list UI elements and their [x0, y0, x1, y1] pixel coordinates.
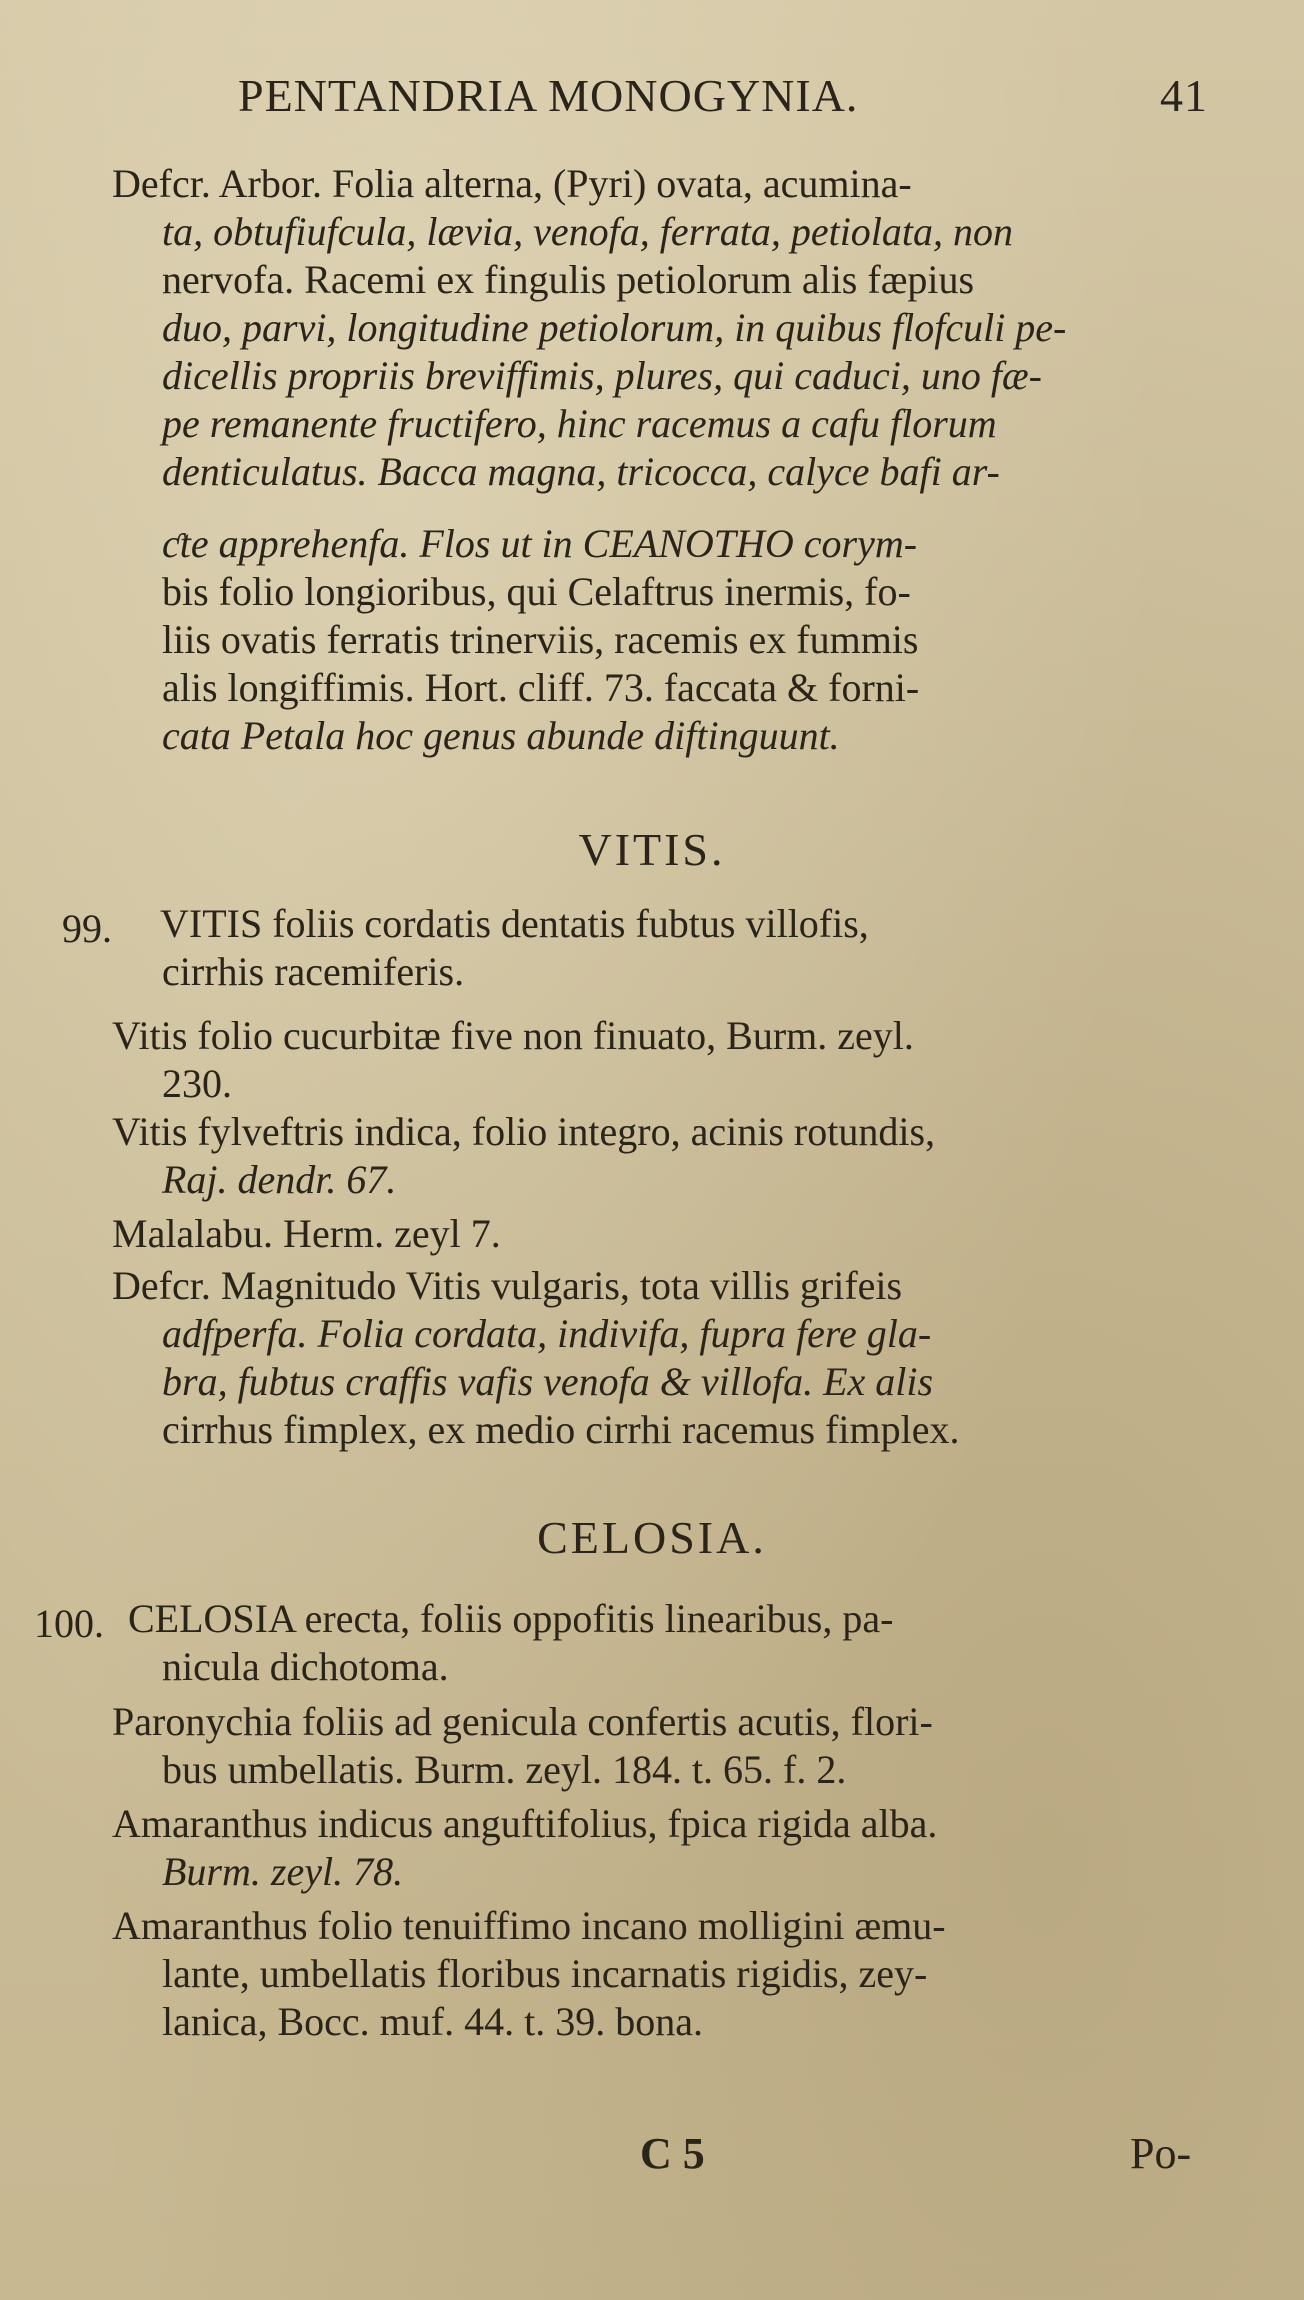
synonym-line: Paronychia foliis ad genicula confertis acutis, flori-	[112, 1699, 933, 1744]
synonym-line: Raj. dendr. 67.	[162, 1157, 397, 1202]
catchword: Po-	[1130, 2129, 1192, 2178]
running-head: PENTANDRIA MONOGYNIA.	[238, 70, 859, 121]
text-line: alis longiffimis. Hort. cliff. 73. faccata & forni-	[162, 665, 920, 710]
text-line: ƈte apprehenfa. Flos ut in CEANOTHO corym-	[162, 521, 918, 566]
signature-mark: C 5	[640, 2129, 705, 2178]
species-diagnosis-cont: cirrhis racemiferis.	[162, 949, 465, 994]
description-line: adfperfa. Folia cordata, indivifa, fupra fere gla-	[162, 1311, 932, 1356]
synonym-line: Vitis fylveftris indica, folio integro, acinis rotundis,	[112, 1109, 936, 1154]
text-line: cata Petala hoc genus abunde diftinguunt.	[162, 713, 840, 758]
section-heading-celosia: CELOSIA.	[537, 1512, 767, 1563]
synonym-line: 230.	[162, 1061, 232, 1106]
synonym-line: Malalabu. Herm. zeyl 7.	[112, 1211, 501, 1256]
synonym-line: bus umbellatis. Burm. zeyl. 184. t. 65. f. 2.	[162, 1747, 847, 1792]
description-line: Defcr. Magnitudo Vitis vulgaris, tota villis grifeis	[112, 1263, 903, 1308]
synonym-line: lanica, Bocc. muf. 44. t. 39. bona.	[162, 1999, 703, 2044]
species-number: 99.	[62, 906, 112, 951]
synonym-line: Amaranthus indicus anguftifolius, fpica rigida alba.	[112, 1801, 938, 1846]
page-number: 41	[1160, 70, 1208, 121]
text-line: denticulatus. Bacca magna, tricocca, calyce bafi ar-	[162, 449, 1000, 494]
synonym-line: Vitis folio cucurbitæ five non finuato, Burm. zeyl.	[112, 1013, 914, 1058]
description-line: bra, fubtus craffis vafis venofa & villofa. Ex alis	[162, 1359, 934, 1404]
text-line: Defcr. Arbor. Folia alterna, (Pyri) ovata, acumina-	[112, 161, 912, 206]
species-diagnosis: CELOSIA erecta, foliis oppofitis linearibus, pa-	[128, 1596, 894, 1641]
text-line: nervofa. Racemi ex fingulis petiolorum alis fæpius	[162, 257, 975, 302]
text-line: liis ovatis ferratis trinerviis, racemis ex fummis	[162, 617, 919, 662]
text-line: pe remanente fructifero, hinc racemus a cafu florum	[162, 401, 997, 446]
text-line: dicellis propriis breviffimis, plures, qui caduci, uno fæ-	[162, 353, 1042, 398]
synonym-line: Amaranthus folio tenuiffimo incano molligini æmu-	[112, 1903, 946, 1948]
section-heading-vitis: VITIS.	[578, 824, 726, 875]
synonym-line: lante, umbellatis floribus incarnatis rigidis, zey-	[162, 1951, 928, 1996]
text-line: duo, parvi, longitudine petiolorum, in quibus flofculi pe-	[162, 305, 1067, 350]
species-diagnosis-cont: nicula dichotoma.	[162, 1644, 449, 1689]
text-line: bis folio longioribus, qui Celaftrus inermis, fo-	[162, 569, 911, 614]
text-line: ta, obtufiufcula, lævia, venofa, ferrata, petiolata, non	[162, 209, 1014, 254]
species-diagnosis: VITIS foliis cordatis dentatis fubtus villofis,	[160, 901, 869, 946]
synonym-line: Burm. zeyl. 78.	[162, 1849, 404, 1894]
description-line: cirrhus fimplex, ex medio cirrhi racemus fimplex.	[162, 1407, 960, 1452]
species-number: 100.	[34, 1601, 104, 1646]
